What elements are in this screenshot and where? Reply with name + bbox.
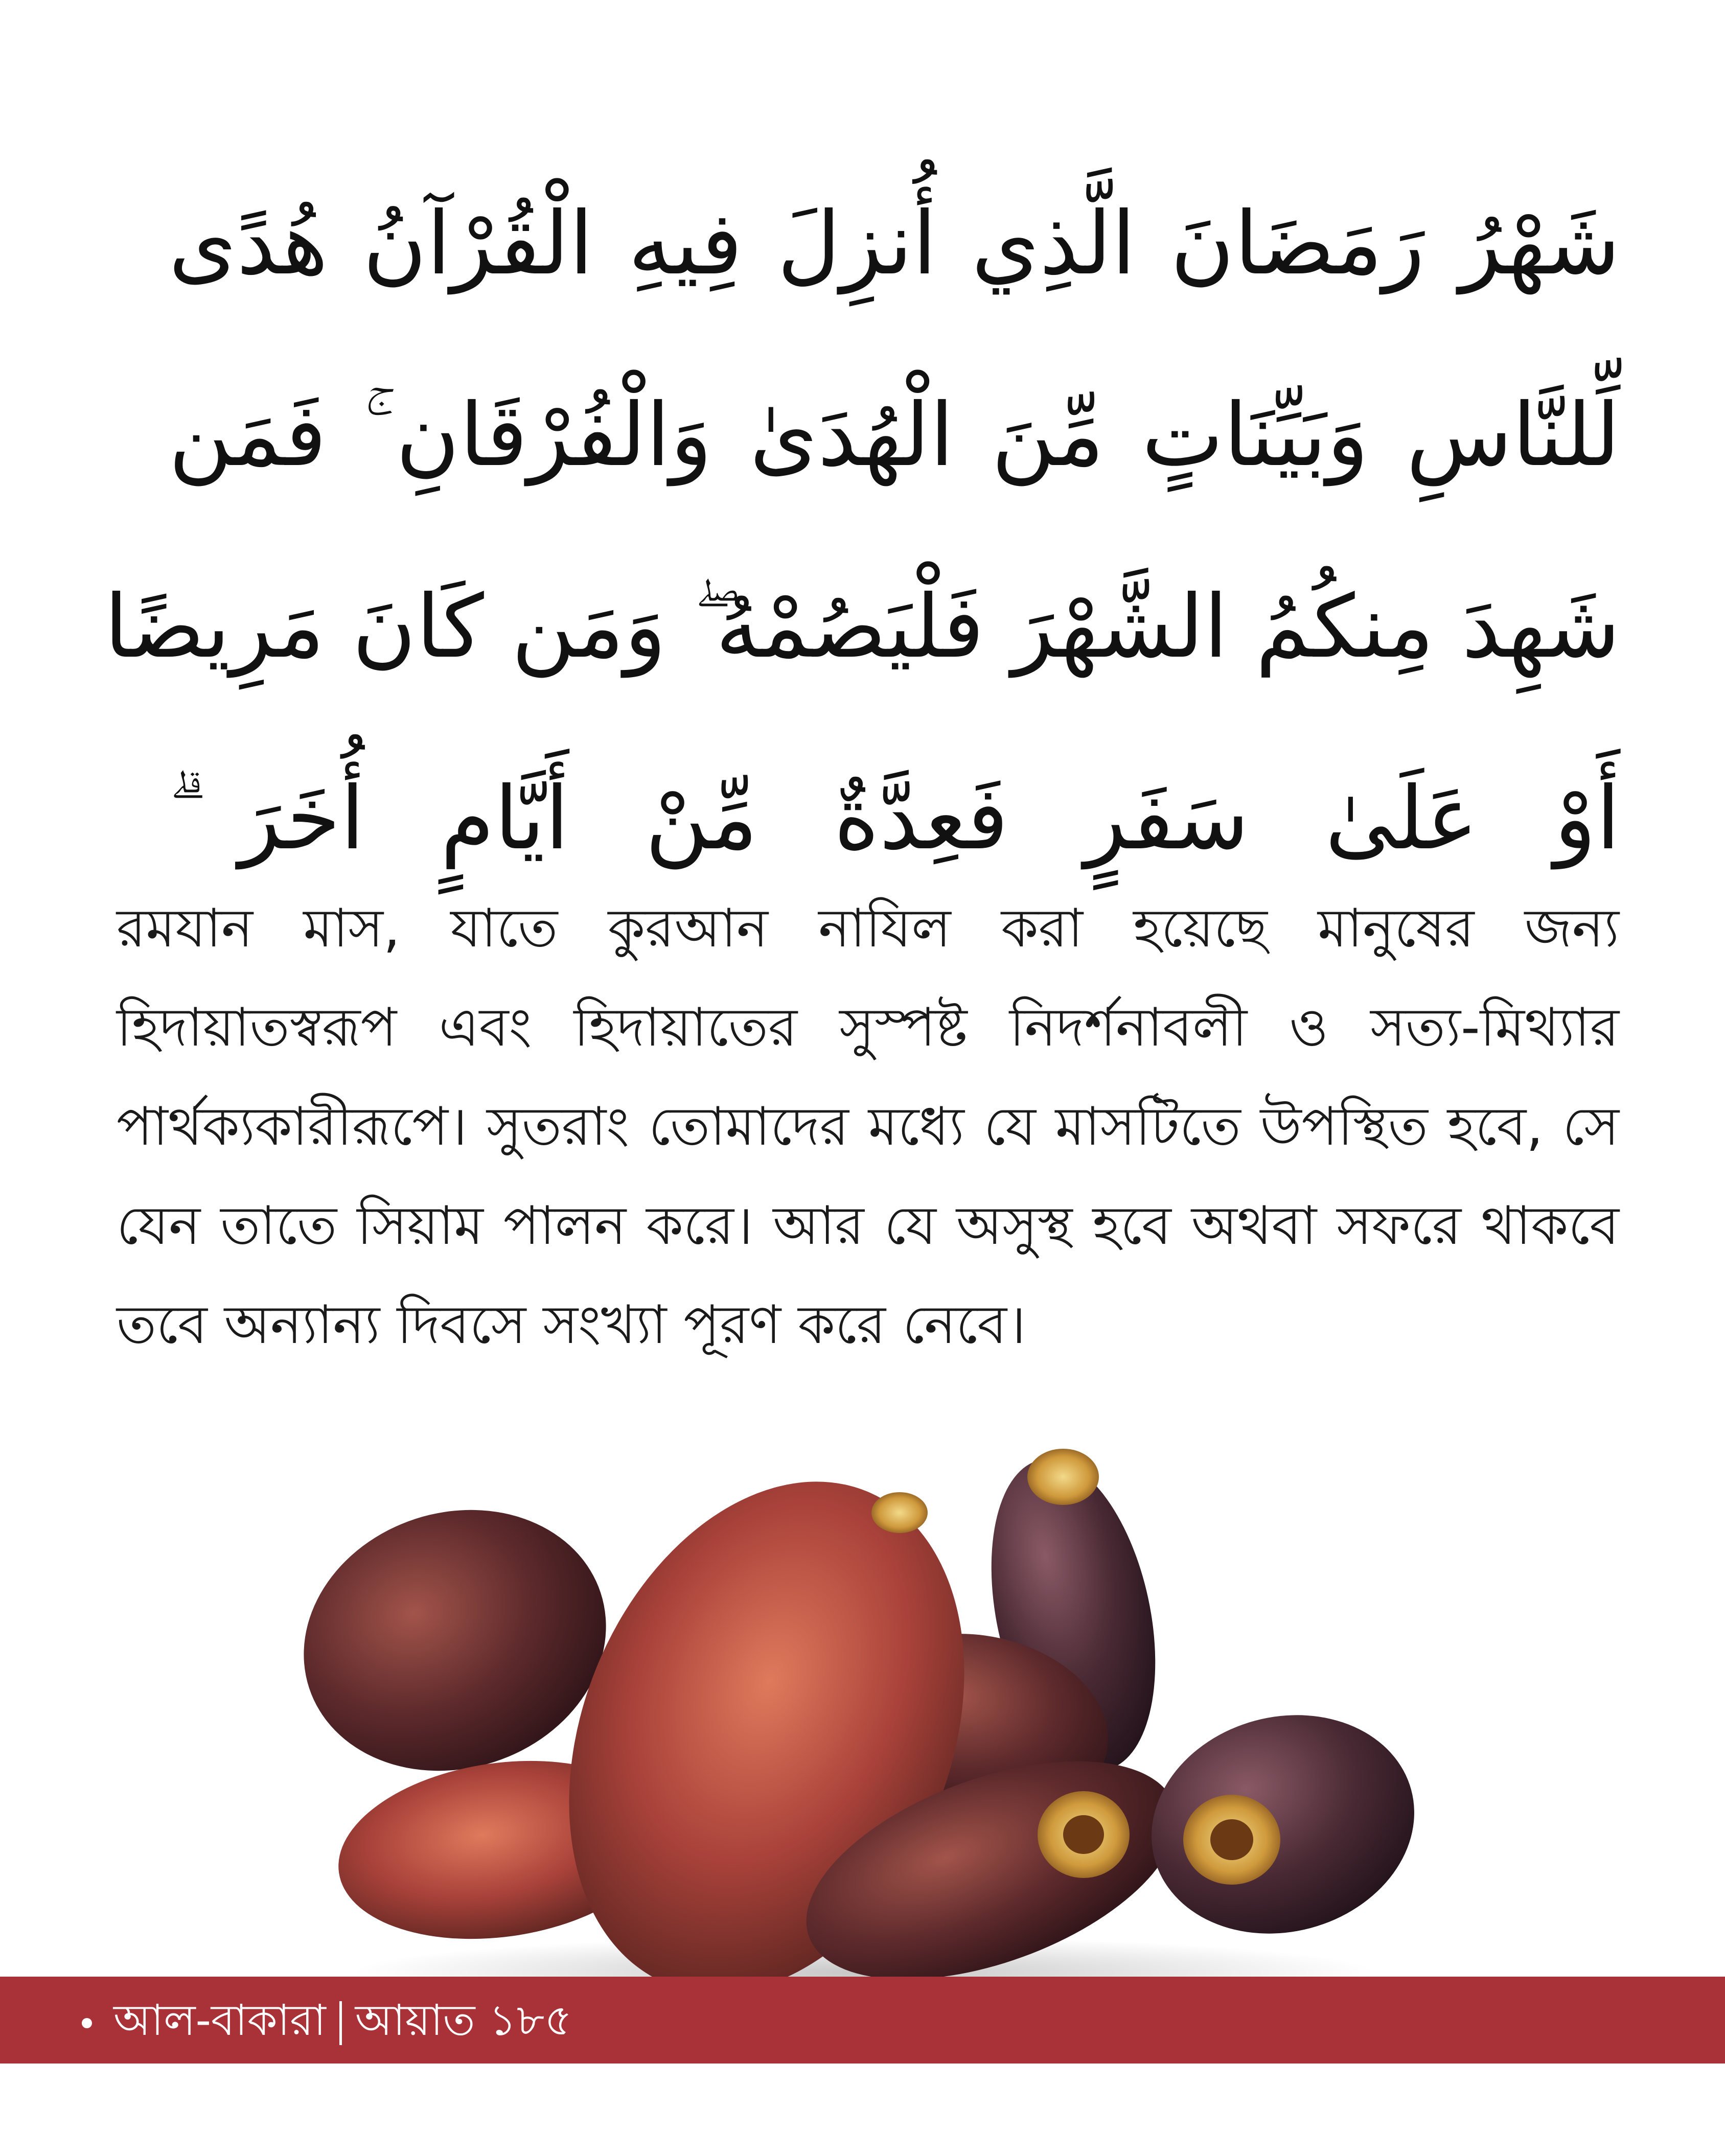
footer-reference (82, 1977, 572, 2064)
dates-photo (286, 1400, 1436, 2008)
footer-surah-name: আল-বাকারা (113, 1995, 326, 2045)
arabic-verse-line-4: أَوْ عَلَىٰ سَفَرٍ فَعِدَّةٌ مِّنْ أَيَّامٍ أُخَرَ ۗ (169, 768, 1620, 869)
footer-ayah-number: আয়াত ১৮৫ (355, 1995, 572, 2045)
date-front-right (1127, 1686, 1436, 1962)
arabic-verse-line-1: شَهْرُ رَمَضَانَ الَّذِي أُنزِلَ فِيهِ الْقُرْآنُ هُدًى (169, 193, 1620, 294)
footer-bar (0, 1977, 1725, 2064)
arabic-verse-line-2: لِّلنَّاسِ وَبَيِّنَاتٍ مِّنَ الْهُدَىٰ وَالْفُرْقَانِ ۚ فَمَن (169, 385, 1620, 486)
divider-icon (339, 2001, 342, 2045)
arabic-verse-line-3: شَهِدَ مِنكُمُ الشَّهْرَ فَلْيَصُمْهُ ۖ وَمَن كَانَ مَرِيضًا (104, 576, 1620, 678)
arabic-verse (104, 148, 1620, 915)
bangla-translation: রমযান মাস, যাতে কুরআন নাযিল করা হয়েছে মানুষের জন্য হিদায়াতস্বরূপ এবং হিদায়াতের সুস্পষ্ট নিদর্শনাবলী ও সত্য-মিথ্যার পার্থক্যকারীরূপে। সুতরাং তোমাদের মধ্যে যে মাসটিতে উপস্থিত হবে, সে যেন তাতে সিয়াম পালন করে। আর যে অসুস্থ হবে অথবা সফরে থাকবে তবে অন্যান্য দিবসে সংখ্যা পূরণ করে নেবে। (117, 897, 1619, 1356)
bullet-icon (82, 2018, 92, 2028)
